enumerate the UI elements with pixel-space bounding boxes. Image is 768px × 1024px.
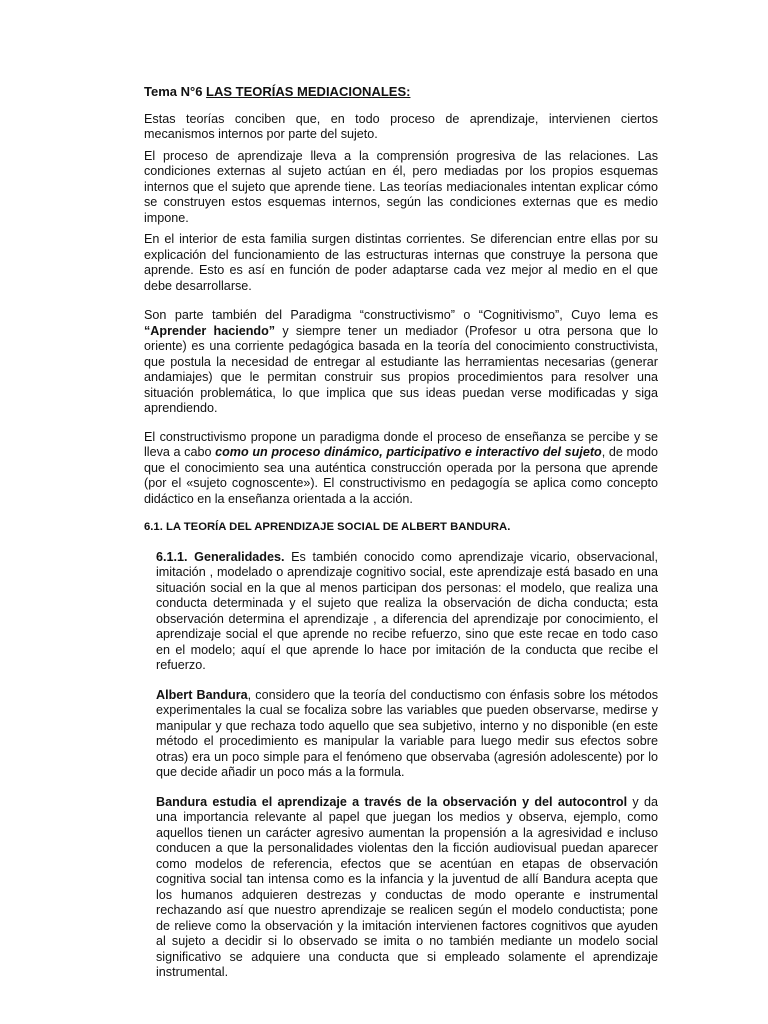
paragraph-constructivism-part2: , de modo que el conocimiento sea una auténtica construcción operada por la persona que aprende (por el «sujeto cognoscente»). El constructivismo en pedagogía se aplica como concepto didáctico en la enseñanza orientada a la acción.	[144, 445, 658, 506]
paragraph-paradigm-part2: y siempre tener un mediador (Profesor u otra persona que lo oriente) es una corriente pedagógica basada en la teoría del conocimiento constructivista, que postula la necesidad de entregar al estudiante las herramientas necesarias (generar andamiajes) que le permitan construir sus propios procedimientos para resolver una situación problemática, lo que implica que sus ideas puedan verse modificadas y siga aprendiendo.	[144, 323, 658, 415]
title-underlined: LAS TEORÍAS MEDIACIONALES:	[206, 84, 411, 99]
paragraph-constructivism-part1: El constructivismo propone un paradigma donde el proceso de enseñanza se percibe y se lleva a cabo	[144, 429, 658, 459]
section-heading: 6.1. LA TEORÍA DEL APRENDIZAJE SOCIAL DE ALBERT BANDURA.	[144, 521, 511, 533]
page-title	[144, 84, 658, 100]
paragraph-intro: Estas teorías conciben que, en todo proceso de aprendizaje, intervienen ciertos mecanismos internos por parte del sujeto.	[144, 111, 658, 141]
emphasis-bold-italic: como un proceso dinámico, participativo e interactivo del sujeto	[215, 445, 602, 459]
paragraph-constructivism	[144, 430, 658, 508]
paragraph-bandura-study	[156, 795, 658, 981]
paragraph-process: El proceso de aprendizaje lleva a la comprensión progresiva de las relaciones. Las condiciones externas al sujeto actúan en él, pero mediadas por los propios esquemas internos que el sujeto que aprende tiene. Las teorías mediacionales intentan explicar cómo se construyen estos esquemas internos, según las condiciones externas que es medio impone.	[144, 148, 658, 225]
paragraph-currents: En el interior de esta familia surgen distintas corrientes. Se diferencian entre ellas por su explicación del funcionamiento de las estructuras internas que construye la persona que aprende. Esto es así en función de poder adaptarse cada vez mejor al medio en el que debe desarrollarse.	[144, 232, 658, 293]
subsection-generalidades-heading: 6.1.1. Generalidades.	[156, 549, 285, 564]
paragraph-bandura-text: , considero que la teoría del conductismo con énfasis sobre los métodos experimentales la cual se focaliza sobre las variables que pueden observarse, medirse y manipular y que rechaza todo aquello que sea subjetivo, interno y no disponible (en este método el procedimiento es manipular la variable para luego medir sus efectos sobre otras) era un poco simple para el fenómeno que observaba (agresión adolescente) por lo que decide añadir un poco más a la formula.	[156, 687, 658, 779]
subsection-generalidades-text: Es también conocido como aprendizaje vicario, observacional, imitación , modelado o aprendizaje cognitivo social, este aprendizaje está basado en una situación social en la que al menos participan dos personas: el modelo, que realiza una conducta determinada y el sujeto que realiza la observación de dicha conducta; esta observación determina el aprendizaje , a diferencia del aprendizaje por conocimiento, el aprendizaje social el que aprende no recibe refuerzo, sino que este recae en todo caso en el modelo; aquí el que aprende lo hace por imitación de la conducta que recibe el refuerzo.	[156, 549, 658, 672]
bandura-study-lead: Bandura estudia el aprendizaje a través de la observación y del autocontrol	[156, 794, 628, 809]
document-content	[144, 84, 658, 981]
paragraph-bandura	[156, 688, 658, 781]
paragraph-paradigm-part1: Son parte también del Paradigma “constructivismo” o “Cognitivismo”, Cuyo lema es	[144, 308, 658, 322]
subsection-generalidades	[156, 550, 658, 674]
title-prefix: Tema N°6	[144, 84, 207, 99]
motto-bold: “Aprender haciendo”	[144, 323, 276, 338]
paragraph-bandura-study-text: y da una importancia relevante al papel que juegan los medios y observa, ejemplo, como aquellos tienen un carácter agresivo aumentan la propensión a la agresividad e incluso conducen a que la personalidades violentas den la ficción audiovisual puedan aparecer como modelos de referencia, efectos que se acentúan en etapas de observación cognitiva social tan intensa como es la infancia y la juventud de allí Bandura acepta que los humanos adquieren destrezas y conductas de modo operante e instrumental rechazando así que nuestro aprendizaje se realicen según el modelo conductista; pone de relieve como la observación y la imitación intervienen factores cognitivos que ayuden al sujeto a decidir si lo observado se imita o no también mediante un modelo social significativo se adquiere una conducta que si empleado solamente el aprendizaje instrumental.	[156, 794, 658, 979]
bandura-name: Albert Bandura	[156, 687, 248, 702]
paragraph-paradigm	[144, 308, 658, 417]
